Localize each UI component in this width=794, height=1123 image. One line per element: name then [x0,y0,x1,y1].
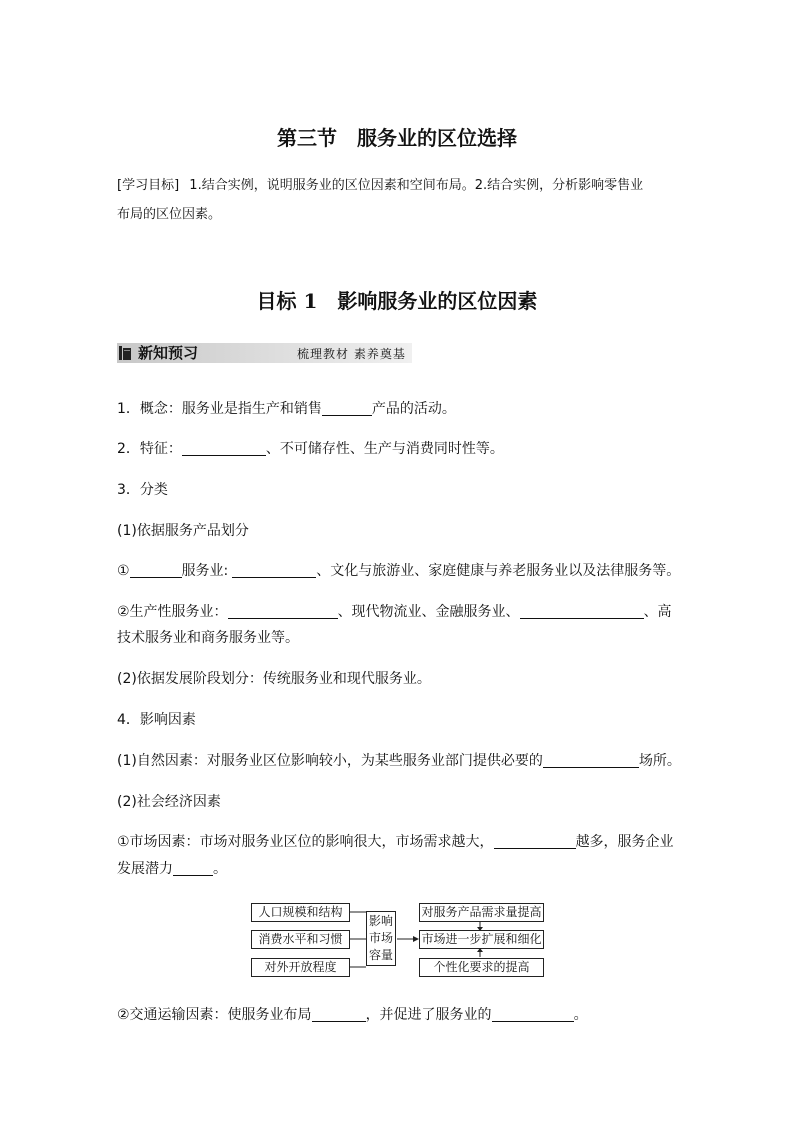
band-subtitle: 梳理教材 素养奠基 [297,347,406,361]
blank-4[interactable] [232,563,316,578]
blank-6[interactable] [520,604,644,619]
market-factor-text-a: ①市场因素：市场对服务业区位的影响很大，市场需求越大， [117,834,494,850]
category-2-text-c: 、高 [643,604,672,620]
transport-factor [117,1004,588,1024]
category-1-marker: ① [117,563,130,579]
blank-3[interactable] [130,563,182,578]
blank-10[interactable] [312,1007,366,1022]
section-title: 第三节 服务业的区位选择 [277,126,517,150]
objectives-text-1: 1.结合实例，说明服务业的区位因素和空间布局。2.结合实例，分析影响零售业 [189,178,644,193]
diagram-center-line-2: 市场 [368,931,393,945]
transport-factor-text-b: ，并促进了服务业的 [365,1007,492,1023]
item-4-1 [117,750,681,770]
blank-2[interactable] [182,441,266,456]
item-4-2: (2)社会经济因素 [117,794,221,810]
market-factor-text-c: 发展潜力 [117,861,173,877]
diagram-right-3: 个性化要求的提高 [419,958,544,977]
market-factor-cont [117,858,227,878]
item-2-text-b: 、不可储存性、生产与消费同时性等。 [265,441,504,457]
diagram-left-3: 对外开放程度 [251,958,350,977]
item-3: 3．分类 [117,482,168,498]
blank-5[interactable] [228,604,338,619]
item-1-text-b: 产品的活动。 [371,401,456,417]
book-icon [119,345,131,359]
item-1 [117,398,456,418]
item-4: 4．影响因素 [117,712,196,728]
objectives-label: [学习目标] [117,178,180,193]
category-2-cont: 技术服务业和商务服务业等。 [117,630,299,646]
diagram-center-line-1: 影响 [368,914,393,928]
market-factor-text-d: 。 [213,861,227,877]
diagram-left-1: 人口规模和结构 [251,903,350,922]
blank-11[interactable] [492,1007,574,1022]
item-4-1-text-a: (1)自然因素：对服务业区位影响较小，为某些服务业部门提供必要的 [117,753,543,769]
item-2 [117,438,504,458]
transport-factor-text-c: 。 [573,1007,588,1023]
item-3-2: (2)依据发展阶段划分：传统服务业和现代服务业。 [117,671,431,687]
transport-factor-text-a: ②交通运输因素：使服务业布局 [117,1007,312,1023]
item-4-1-text-b: 场所。 [638,753,681,769]
market-factor-text-b: 越多，服务企业 [575,834,674,850]
band-title: 新知预习 [138,344,199,362]
category-2-text-b: 、现代物流业、金融服务业、 [337,604,520,620]
diagram-center-line-3: 容量 [368,948,393,962]
learning-objectives-line1 [117,174,643,193]
blank-8[interactable] [494,834,576,849]
objectives-text-2: 布局的区位因素。 [117,207,222,222]
market-factor [117,831,674,851]
category-2 [117,601,672,621]
category-1 [117,560,680,580]
category-2-text-a: ②生产性服务业： [117,604,228,620]
diagram-left-2: 消费水平和习惯 [251,930,350,949]
diagram-right-2: 市场进一步扩展和细化 [419,930,544,949]
item-1-text-a: 1．概念：服务业是指生产和销售 [117,401,322,417]
blank-7[interactable] [543,753,639,768]
blank-9[interactable] [173,861,213,876]
item-2-text-a: 2．特征： [117,441,182,457]
blank-1[interactable] [322,401,372,416]
item-3-1: (1)依据服务产品划分 [117,523,249,539]
category-1-text-c: 、文化与旅游业、家庭健康与养老服务业以及法律服务等。 [316,563,681,579]
diagram-center [366,911,396,966]
goal-title: 目标 1 影响服务业的区位因素 [256,289,538,313]
diagram-right-1: 对服务产品需求量提高 [419,903,544,922]
category-1-text-b: 服务业: [181,563,229,579]
